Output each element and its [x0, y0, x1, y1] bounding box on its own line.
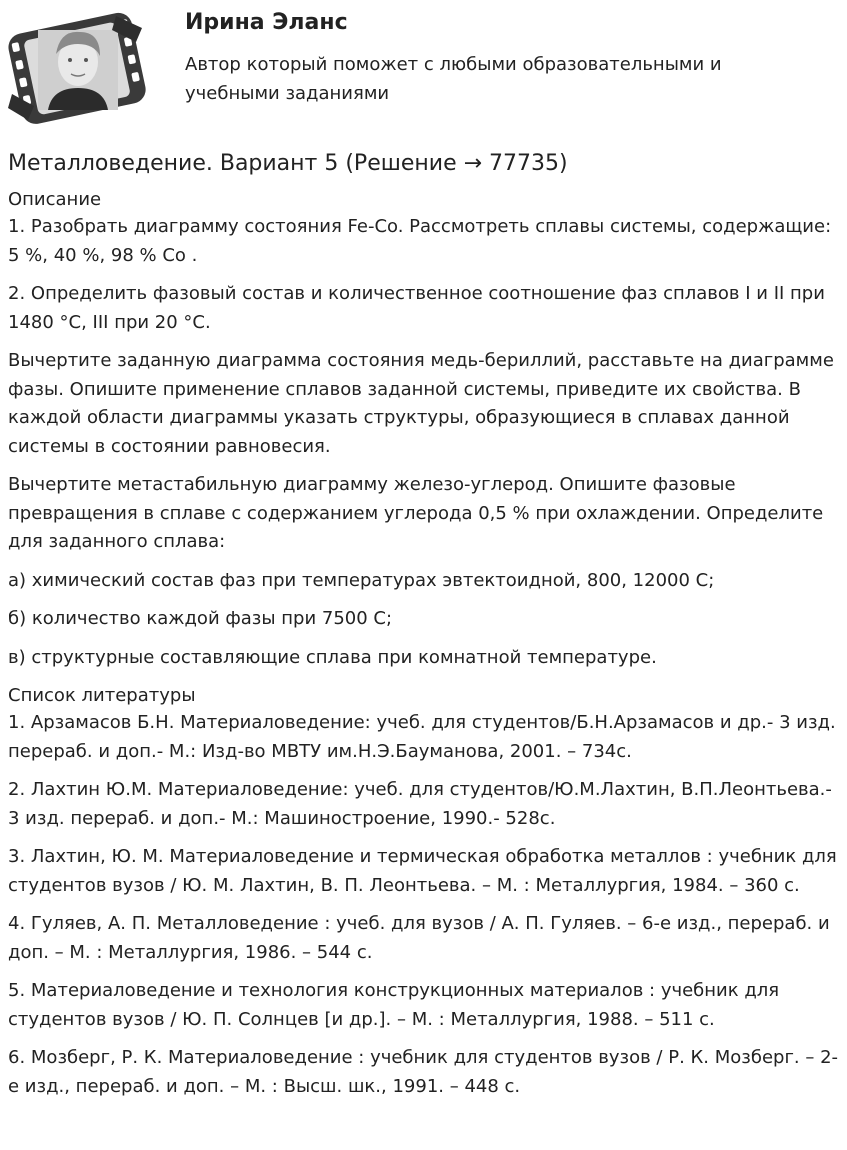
- description-paragraph: Вычертите метастабильную диаграмму железо-углерод. Опишите фазовые превращения в сплаве с содержанием углерода 0,5 % при охлаждении. Определите для заданного сплава:: [8, 474, 824, 552]
- literature-list: [8, 709, 840, 1101]
- description-label: Описание: [8, 189, 102, 210]
- description-body: [8, 213, 840, 672]
- description-paragraph: Вычертите заданную диаграмма состояния медь-бериллий, расставьте на диаграмме фазы. Опишите применение сплавов заданной системы, приведите их свойства. В каждой области диаграммы указать структуры, образующиеся в сплавах данной системы в состоянии равновесия.: [8, 350, 834, 457]
- literature-item: 5. Материаловедение и технология конструкционных материалов : учебник для студентов вузов / Ю. П. Солнцев [и др.]. – М. : Металлургия, 1988. – 511 с.: [8, 980, 780, 1030]
- literature-item: 4. Гуляев, А. П. Металловедение : учеб. для вузов / А. П. Гуляев. – 6-е изд., перераб. и доп. – М. : Металлургия, 1986. – 544 с.: [8, 913, 830, 963]
- work-content: [8, 148, 840, 1111]
- portrait-photo: [38, 30, 118, 110]
- literature-item: 2. Лахтин Ю.М. Материаловедение: учеб. для студентов/Ю.М.Лахтин, В.П.Леонтьева.- 3 изд. перераб. и доп.- М.: Машиностроение, 1990.- 528с.: [8, 779, 832, 829]
- literature-item: 1. Арзамасов Б.Н. Материаловедение: учеб. для студентов/Б.Н.Арзамасов и др.- 3 изд. перераб. и доп.- М.: Изд-во МВТУ им.Н.Э.Бауманова, 2001. – 734с.: [8, 712, 836, 762]
- description-paragraph: 1. Разобрать диаграмму состояния Fe-Co. Рассмотреть сплавы системы, содержащие: 5 %, 40 %, 98 % Со .: [8, 216, 832, 266]
- literature-item: 6. Мозберг, Р. К. Материаловедение : учебник для студентов вузов / Р. К. Мозберг. – 2-е изд., перераб. и доп. – М. : Высш. шк., 1991. – 448 с.: [8, 1047, 839, 1097]
- literature-item: 3. Лахтин, Ю. М. Материаловедение и термическая обработка металлов : учебник для студентов вузов / Ю. М. Лахтин, В. П. Леонтьева. – М. : Металлургия, 1984. – 360 с.: [8, 846, 837, 896]
- description-paragraph: б) количество каждой фазы при 7500 С;: [8, 608, 393, 629]
- author-description: Автор который поможет с любыми образовательными и учебными заданиями: [185, 54, 722, 104]
- avatar-film-frame: [8, 8, 150, 128]
- author-card: [8, 8, 838, 128]
- description-paragraph: в) структурные составляющие сплава при комнатной температуре.: [8, 646, 657, 668]
- author-avatar[interactable]: [8, 8, 150, 128]
- page-title: Металловедение. Вариант 5 (Решение → 77735): [8, 151, 568, 176]
- author-name[interactable]: Ирина Эланс: [185, 10, 348, 35]
- description-paragraph: а) химический состав фаз при температурах эвтектоидной, 800, 12000 С;: [8, 569, 715, 591]
- description-paragraph: 2. Определить фазовый состав и количественное соотношение фаз сплавов I и II при 1480 °С, III при 20 °С.: [8, 283, 825, 333]
- literature-label: Список литературы: [8, 685, 196, 706]
